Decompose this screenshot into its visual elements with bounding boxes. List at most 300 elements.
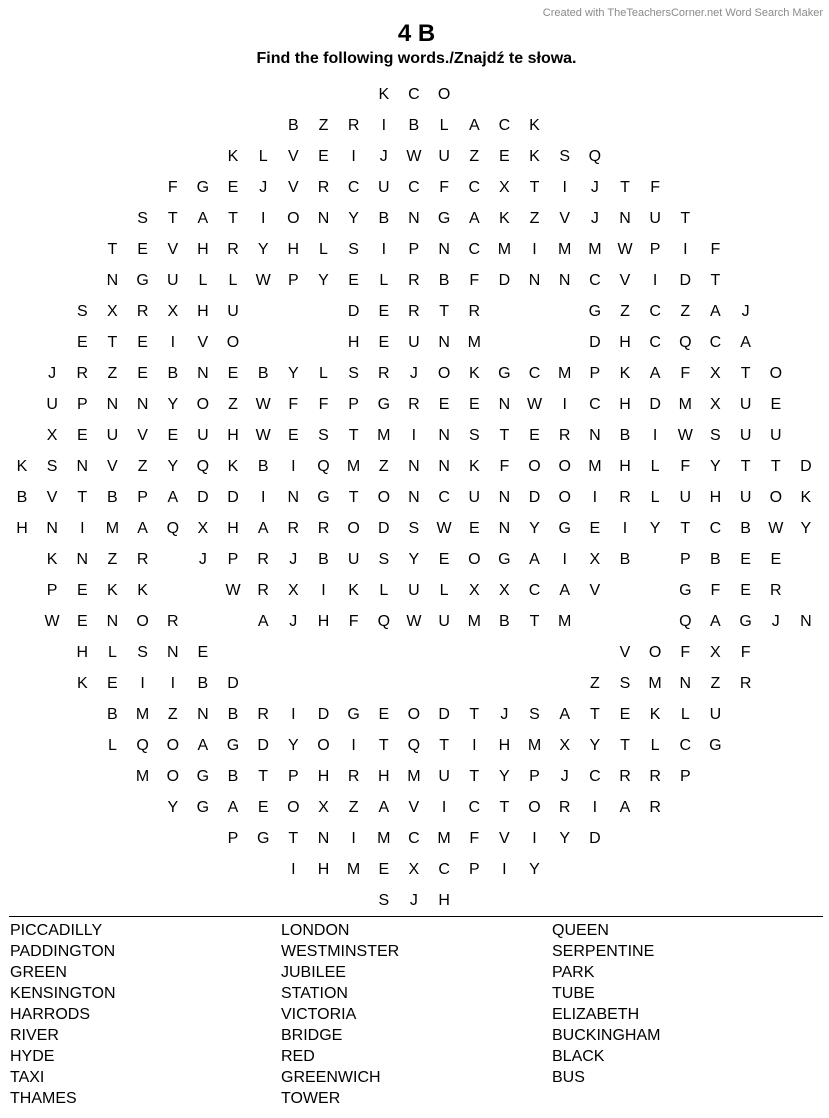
grid-letter: M (377, 830, 391, 847)
grid-letter: E (167, 427, 179, 444)
grid-letter: R (167, 613, 179, 630)
grid-letter: E (76, 613, 88, 630)
grid-letter: I (291, 458, 296, 475)
grid-letter: X (499, 582, 510, 599)
grid-letter: W (255, 427, 271, 444)
grid-letter: G (196, 799, 210, 816)
grid-letter: L (439, 117, 449, 134)
grid-letter: G (377, 396, 391, 413)
grid-letter: Y (287, 365, 299, 382)
grid-letter: Y (710, 458, 721, 475)
grid-letter: G (588, 303, 602, 320)
grid-letter: Q (588, 148, 602, 165)
grid-letter: C (649, 303, 661, 320)
grid-letter: Y (529, 861, 540, 878)
grid-letter: I (351, 148, 356, 165)
grid-letter: A (740, 334, 751, 351)
grid-letter: A (619, 799, 631, 816)
grid-letter: N (136, 396, 149, 413)
word-list-column-3 (552, 920, 660, 1088)
grid-letter: N (528, 272, 541, 289)
grid-letter: O (528, 458, 541, 475)
grid-letter: C (679, 737, 692, 754)
grid-letter: A (227, 799, 239, 816)
grid-letter: X (468, 582, 480, 599)
grid-letter: T (529, 613, 540, 630)
grid-letter: Y (348, 210, 359, 227)
grid-letter: N (167, 644, 179, 661)
grid-letter: T (620, 179, 630, 196)
grid-letter: K (227, 458, 239, 475)
grid-letter: U (649, 210, 661, 227)
grid-letter: Z (137, 458, 148, 475)
grid-letter: H (619, 396, 631, 413)
grid-letter: Q (196, 458, 210, 475)
grid-letter: I (80, 520, 85, 537)
grid-letter: U (770, 427, 782, 444)
grid-letter: J (198, 551, 207, 568)
grid-letter: U (46, 396, 58, 413)
grid-letter: H (197, 303, 209, 320)
grid-letter: R (770, 582, 782, 599)
grid-letter: X (710, 644, 721, 661)
grid-letter: R (619, 489, 631, 506)
grid-letter: E (76, 334, 88, 351)
word-item: GREENWICH (281, 1069, 381, 1086)
grid-letter: N (408, 458, 420, 475)
grid-letter: Y (167, 396, 179, 413)
grid-letter: Q (679, 334, 692, 351)
grid-letter: Y (589, 737, 601, 754)
grid-letter: M (678, 396, 692, 413)
word-item: BUCKINGHAM (552, 1027, 661, 1044)
grid-letter: Y (800, 520, 812, 537)
grid-letter: I (532, 241, 537, 258)
grid-letter: J (409, 892, 418, 909)
grid-letter: I (683, 241, 688, 258)
grid-letter: A (257, 613, 269, 630)
grid-letter: K (468, 458, 480, 475)
grid-letter: K (529, 117, 540, 134)
grid-letter: V (589, 582, 601, 599)
grid-letter: N (76, 551, 89, 568)
grid-letter: V (619, 272, 631, 289)
word-item: LONDON (281, 922, 350, 939)
grid-letter: Z (469, 148, 480, 165)
grid-letter: N (46, 520, 58, 537)
grid-letter: R (257, 582, 269, 599)
grid-letter: G (347, 706, 360, 723)
grid-letter: I (260, 489, 266, 506)
grid-letter: C (408, 830, 420, 847)
grid-letter: U (709, 706, 722, 723)
grid-letter: A (559, 582, 571, 599)
grid-letter: F (740, 644, 751, 661)
grid-letter: D (438, 706, 450, 723)
grid-letter: Y (167, 799, 179, 816)
word-item: KENSINGTON (10, 985, 116, 1002)
word-item: TOWER (281, 1090, 341, 1107)
grid-letter: Z (348, 799, 359, 816)
grid-letter: L (107, 737, 117, 754)
grid-letter: U (438, 768, 450, 785)
grid-letter: D (347, 303, 360, 320)
credit-line: Created with TheTeachersCorner.net Word Search Maker (542, 7, 823, 19)
word-item: VICTORIA (281, 1006, 357, 1023)
grid-letter: I (441, 799, 447, 816)
grid-letter: P (468, 861, 480, 878)
grid-letter: P (227, 551, 239, 568)
grid-letter: Z (680, 303, 691, 320)
grid-letter: C (709, 520, 722, 537)
word-item: BRIDGE (281, 1027, 343, 1044)
grid-letter: B (227, 768, 239, 785)
grid-letter: E (197, 644, 209, 661)
grid-letter: W (255, 272, 271, 289)
grid-letter: B (257, 458, 269, 475)
grid-letter: I (291, 861, 296, 878)
grid-letter: E (438, 551, 450, 568)
grid-letter: T (770, 458, 781, 475)
grid-letter: B (318, 551, 329, 568)
word-item: HARRODS (10, 1006, 91, 1023)
grid-letter: H (378, 768, 390, 785)
grid-letter: T (439, 303, 449, 320)
grid-letter: T (167, 210, 178, 227)
grid-letter: C (438, 489, 450, 506)
grid-letter: Z (529, 210, 540, 227)
divider (9, 916, 823, 917)
grid-letter: T (228, 210, 238, 227)
grid-letter: X (46, 427, 58, 444)
grid-letter: X (107, 303, 118, 320)
grid-letter: G (136, 272, 149, 289)
grid-letter: P (649, 241, 661, 258)
grid-letter: U (197, 427, 209, 444)
grid-letter: I (532, 830, 537, 847)
grid-letter: T (107, 334, 118, 351)
grid-letter: H (16, 520, 28, 537)
grid-letter: O (528, 799, 541, 816)
grid-letter: B (710, 551, 721, 568)
grid-letter: X (710, 396, 721, 413)
grid-letter: V (408, 799, 420, 816)
grid-letter: A (167, 489, 179, 506)
grid-letter: J (560, 768, 569, 785)
grid-letter: X (499, 179, 510, 196)
grid-letter: L (379, 272, 389, 289)
grid-letter: Q (679, 613, 692, 630)
grid-letter: M (558, 613, 572, 630)
grid-letter: R (257, 706, 269, 723)
grid-letter: T (348, 489, 359, 506)
grid-letter: I (381, 241, 387, 258)
grid-letter: F (710, 582, 721, 599)
grid-letter: O (468, 551, 481, 568)
grid-letter: U (438, 613, 450, 630)
grid-letter: E (348, 272, 359, 289)
grid-letter: Y (318, 272, 329, 289)
grid-letter: M (588, 241, 602, 258)
grid-letter: H (619, 458, 631, 475)
grid-letter: L (258, 148, 268, 165)
grid-letter: N (408, 210, 420, 227)
grid-letter: E (529, 427, 540, 444)
grid-letter: J (259, 179, 268, 196)
word-item: STATION (281, 985, 348, 1002)
grid-letter: N (679, 675, 692, 692)
grid-letter: K (227, 148, 239, 165)
grid-letter: C (408, 179, 420, 196)
word-item: RIVER (10, 1027, 59, 1044)
grid-letter: W (406, 613, 422, 630)
grid-letter: S (318, 427, 329, 444)
grid-letter: B (197, 675, 209, 692)
grid-letter: X (589, 551, 601, 568)
grid-letter: B (619, 551, 631, 568)
grid-letter: M (648, 675, 662, 692)
grid-letter: E (740, 582, 751, 599)
grid-letter: H (317, 861, 330, 878)
grid-letter: G (558, 520, 571, 537)
grid-letter: S (348, 241, 359, 258)
grid-letter: N (438, 241, 450, 258)
grid-letter: B (378, 210, 390, 227)
grid-letter: I (321, 582, 326, 599)
grid-letter: I (472, 737, 477, 754)
grid-letter: P (589, 365, 601, 382)
grid-letter: K (378, 86, 390, 103)
grid-letter: R (378, 365, 390, 382)
grid-letter: A (468, 117, 480, 134)
grid-letter: K (619, 365, 631, 382)
grid-letter: T (288, 830, 299, 847)
grid-letter: M (346, 458, 361, 475)
grid-letter: I (562, 179, 567, 196)
grid-letter: N (408, 489, 420, 506)
grid-letter: L (650, 458, 660, 475)
grid-letter: M (588, 458, 602, 475)
grid-letter: W (677, 427, 693, 444)
grid-letter: E (318, 148, 329, 165)
grid-letter: I (562, 396, 567, 413)
grid-letter: X (559, 737, 571, 754)
grid-letter: R (317, 179, 330, 196)
grid-letter: N (438, 334, 450, 351)
word-item: WESTMINSTER (281, 943, 400, 960)
grid-letter: Z (107, 551, 118, 568)
grid-letter: S (619, 675, 631, 692)
grid-letter: R (317, 520, 330, 537)
grid-letter: W (406, 148, 422, 165)
grid-letter: T (620, 737, 630, 754)
grid-letter: F (499, 458, 510, 475)
grid-letter: H (197, 241, 209, 258)
grid-letter: I (260, 210, 266, 227)
grid-letter: D (498, 272, 511, 289)
grid-letter: K (16, 458, 28, 475)
grid-letter: E (740, 551, 751, 568)
grid-letter: N (106, 272, 119, 289)
grid-letter: E (378, 706, 390, 723)
grid-letter: K (46, 551, 58, 568)
grid-letter: P (408, 241, 420, 258)
grid-letter: M (467, 334, 481, 351)
grid-letter: R (649, 799, 661, 816)
grid-letter: L (319, 365, 328, 382)
grid-letter: B (227, 706, 239, 723)
grid-letter: J (500, 706, 509, 723)
grid-letter: V (197, 334, 209, 351)
word-item: TAXI (10, 1069, 45, 1086)
grid-letter: C (528, 365, 541, 382)
grid-letter: K (76, 675, 88, 692)
grid-letter: T (378, 737, 389, 754)
grid-letter: O (558, 489, 571, 506)
grid-letter: E (770, 551, 782, 568)
grid-letter: T (469, 768, 480, 785)
grid-letter: Z (167, 706, 178, 723)
grid-letter: N (438, 458, 450, 475)
grid-letter: E (137, 334, 148, 351)
grid-letter: H (76, 644, 89, 661)
grid-letter: T (710, 272, 721, 289)
grid-letter: N (197, 365, 209, 382)
grid-letter: N (287, 489, 300, 506)
grid-letter: I (622, 520, 628, 537)
grid-letter: U (739, 396, 752, 413)
grid-letter: Q (407, 737, 421, 754)
grid-letter: M (558, 241, 572, 258)
grid-letter: S (137, 210, 148, 227)
grid-letter: G (739, 613, 752, 630)
grid-letter: R (347, 768, 360, 785)
grid-letter: P (287, 272, 299, 289)
grid-letter: I (381, 117, 387, 134)
grid-letter: A (468, 210, 480, 227)
grid-letter: F (439, 179, 449, 196)
grid-letter: I (351, 737, 356, 754)
grid-letter: Y (499, 768, 510, 785)
grid-letter: T (740, 365, 751, 382)
grid-letter: I (291, 706, 296, 723)
grid-letter: Y (408, 551, 420, 568)
grid-letter: T (348, 427, 359, 444)
grid-letter: E (770, 396, 782, 413)
grid-letter: V (107, 458, 118, 475)
grid-letter: G (317, 489, 330, 506)
word-item: QUEEN (552, 922, 609, 939)
grid-letter: W (768, 520, 784, 537)
grid-letter: X (167, 303, 179, 320)
grid-letter: S (468, 427, 480, 444)
grid-letter: I (411, 427, 417, 444)
grid-letter: A (710, 613, 721, 630)
grid-letter: M (135, 706, 150, 723)
grid-letter: E (589, 520, 601, 537)
grid-letter: Q (377, 613, 391, 630)
grid-letter: B (438, 272, 450, 289)
grid-letter: F (348, 613, 359, 630)
grid-letter: H (709, 489, 722, 506)
grid-letter: O (196, 396, 210, 413)
grid-letter: R (227, 241, 239, 258)
grid-letter: C (468, 179, 481, 196)
grid-letter: P (348, 396, 359, 413)
grid-letter: D (589, 830, 601, 847)
grid-letter: W (44, 613, 60, 630)
grid-letter: H (347, 334, 360, 351)
grid-letter: J (289, 551, 298, 568)
grid-letter: J (409, 365, 418, 382)
grid-letter: Y (167, 458, 179, 475)
grid-letter: J (771, 613, 780, 630)
grid-letter: A (137, 520, 148, 537)
grid-letter: N (619, 210, 631, 227)
grid-letter: D (257, 737, 269, 754)
grid-letter: Z (620, 303, 630, 320)
grid-letter: O (769, 489, 783, 506)
grid-letter: S (348, 365, 359, 382)
word-item: TUBE (552, 985, 595, 1002)
grid-letter: N (558, 272, 571, 289)
grid-letter: F (469, 830, 480, 847)
grid-letter: O (287, 210, 300, 227)
grid-letter: C (528, 582, 541, 599)
grid-letter: E (378, 861, 390, 878)
grid-letter: E (227, 365, 239, 382)
grid-letter: E (257, 799, 269, 816)
grid-letter: Z (378, 458, 389, 475)
instructions: Find the following words./Znajdź te słowa. (256, 50, 577, 67)
word-item: PICCADILLY (10, 922, 103, 939)
word-item: SERPENTINE (552, 943, 655, 960)
grid-letter: C (347, 179, 360, 196)
grid-letter: V (287, 179, 299, 196)
grid-letter: A (529, 551, 540, 568)
grid-letter: V (137, 427, 148, 444)
grid-letter: M (437, 830, 451, 847)
grid-letter: K (649, 706, 661, 723)
grid-letter: P (46, 582, 58, 599)
grid-letter: K (468, 365, 480, 382)
grid-letter: O (437, 365, 451, 382)
grid-letter: V (167, 241, 179, 258)
grid-letter: Q (317, 458, 330, 475)
grid-letter: H (619, 334, 631, 351)
grid-letter: F (680, 458, 691, 475)
grid-letter: V (46, 489, 58, 506)
grid-letter: L (107, 644, 117, 661)
grid-letter: F (680, 644, 691, 661)
grid-letter: P (137, 489, 148, 506)
grid-letter: G (196, 768, 210, 785)
grid-letter: S (408, 520, 420, 537)
grid-letter: M (377, 427, 391, 444)
grid-letter: W (225, 582, 241, 599)
grid-letter: P (529, 768, 540, 785)
grid-letter: I (592, 489, 598, 506)
grid-letter: Y (559, 830, 571, 847)
grid-letter: D (589, 334, 601, 351)
grid-letter: E (76, 582, 88, 599)
grid-letter: Y (649, 520, 661, 537)
grid-letter: U (347, 551, 360, 568)
grid-letter: S (76, 303, 88, 320)
grid-letter: G (709, 737, 722, 754)
grid-letter: R (136, 303, 149, 320)
grid-letter: P (679, 551, 691, 568)
